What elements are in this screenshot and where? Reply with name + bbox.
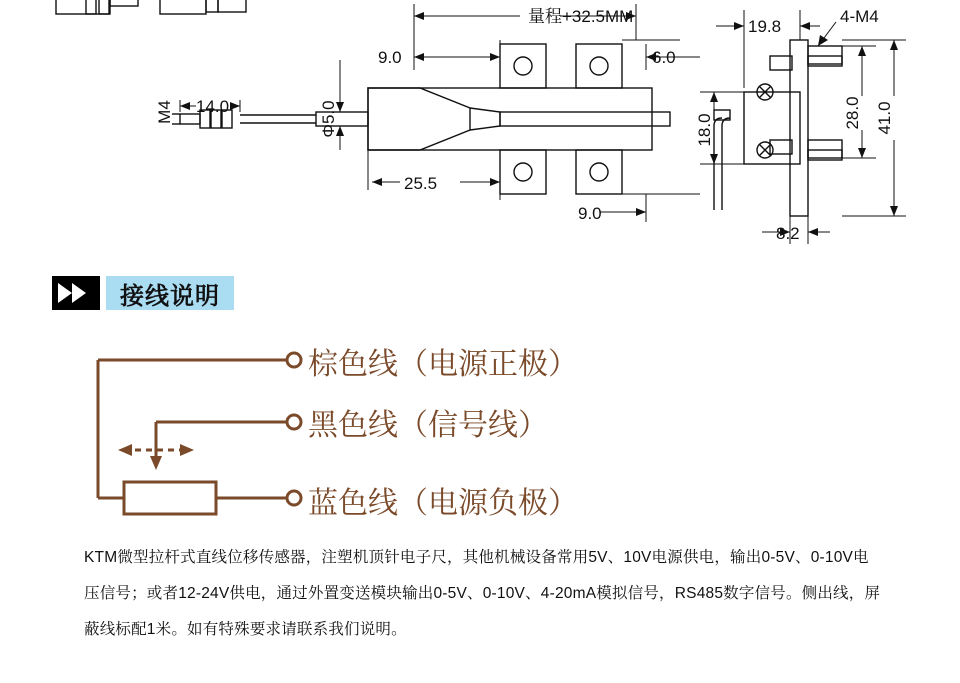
section-header-wiring (52, 276, 234, 310)
dim-range-label: 量程+32.5MM (528, 7, 634, 26)
drawing-svg (0, 0, 960, 260)
wire-label-brown: 棕色线（电源正极） (308, 348, 578, 381)
dim-m4: M4 (155, 100, 174, 124)
end-view (714, 40, 842, 216)
dimension-9-0-bottom (600, 194, 700, 222)
description-text: KTM微型拉杆式直线位移传感器，注塑机顶针电子尺，其他机械设备常用5V、10V电源供电，输出0-5V、0-10V电压信号；或者12-24V供电，通过外置变送模块输出0-5V、0-10V、4-20mA模拟信号，RS485数字信号。侧出线，屏蔽线标配1米。如有特殊要求请联系我们说明。 (84, 549, 881, 638)
terminal-brown (287, 353, 301, 367)
wire-label-blue: 蓝色线（电源负极） (308, 487, 578, 520)
dim-8-2: 8.2 (776, 224, 800, 243)
dim-6-0: 6.0 (652, 48, 676, 67)
dim-25-5: 25.5 (404, 174, 438, 193)
dim-4-m4: 4-M4 (840, 7, 879, 26)
partial-top-part (56, 0, 246, 14)
terminal-blue (287, 491, 301, 505)
terminal-black (287, 415, 301, 429)
main-body-side-view (172, 44, 670, 194)
dim-phi-5-0: Φ5.0 (319, 100, 338, 138)
technical-drawing (0, 0, 960, 260)
wire-label-black: 黑色线（信号线） (308, 409, 548, 442)
leader-4-m4 (818, 22, 836, 46)
dim-18-0: 18.0 (695, 113, 714, 147)
dimension-9-0-top (414, 40, 500, 70)
dim-19-8: 19.8 (748, 17, 782, 36)
dim-28-0: 28.0 (843, 96, 862, 130)
dim-9-0-bottom: 9.0 (578, 204, 602, 223)
product-description (84, 540, 884, 648)
dim-9-0-top: 9.0 (378, 48, 402, 67)
dim-14-0: 14.0 (196, 97, 230, 116)
section-title: 接线说明 (106, 276, 234, 310)
dim-41-0: 41.0 (875, 101, 894, 135)
double-chevron-right-icon (52, 276, 100, 310)
